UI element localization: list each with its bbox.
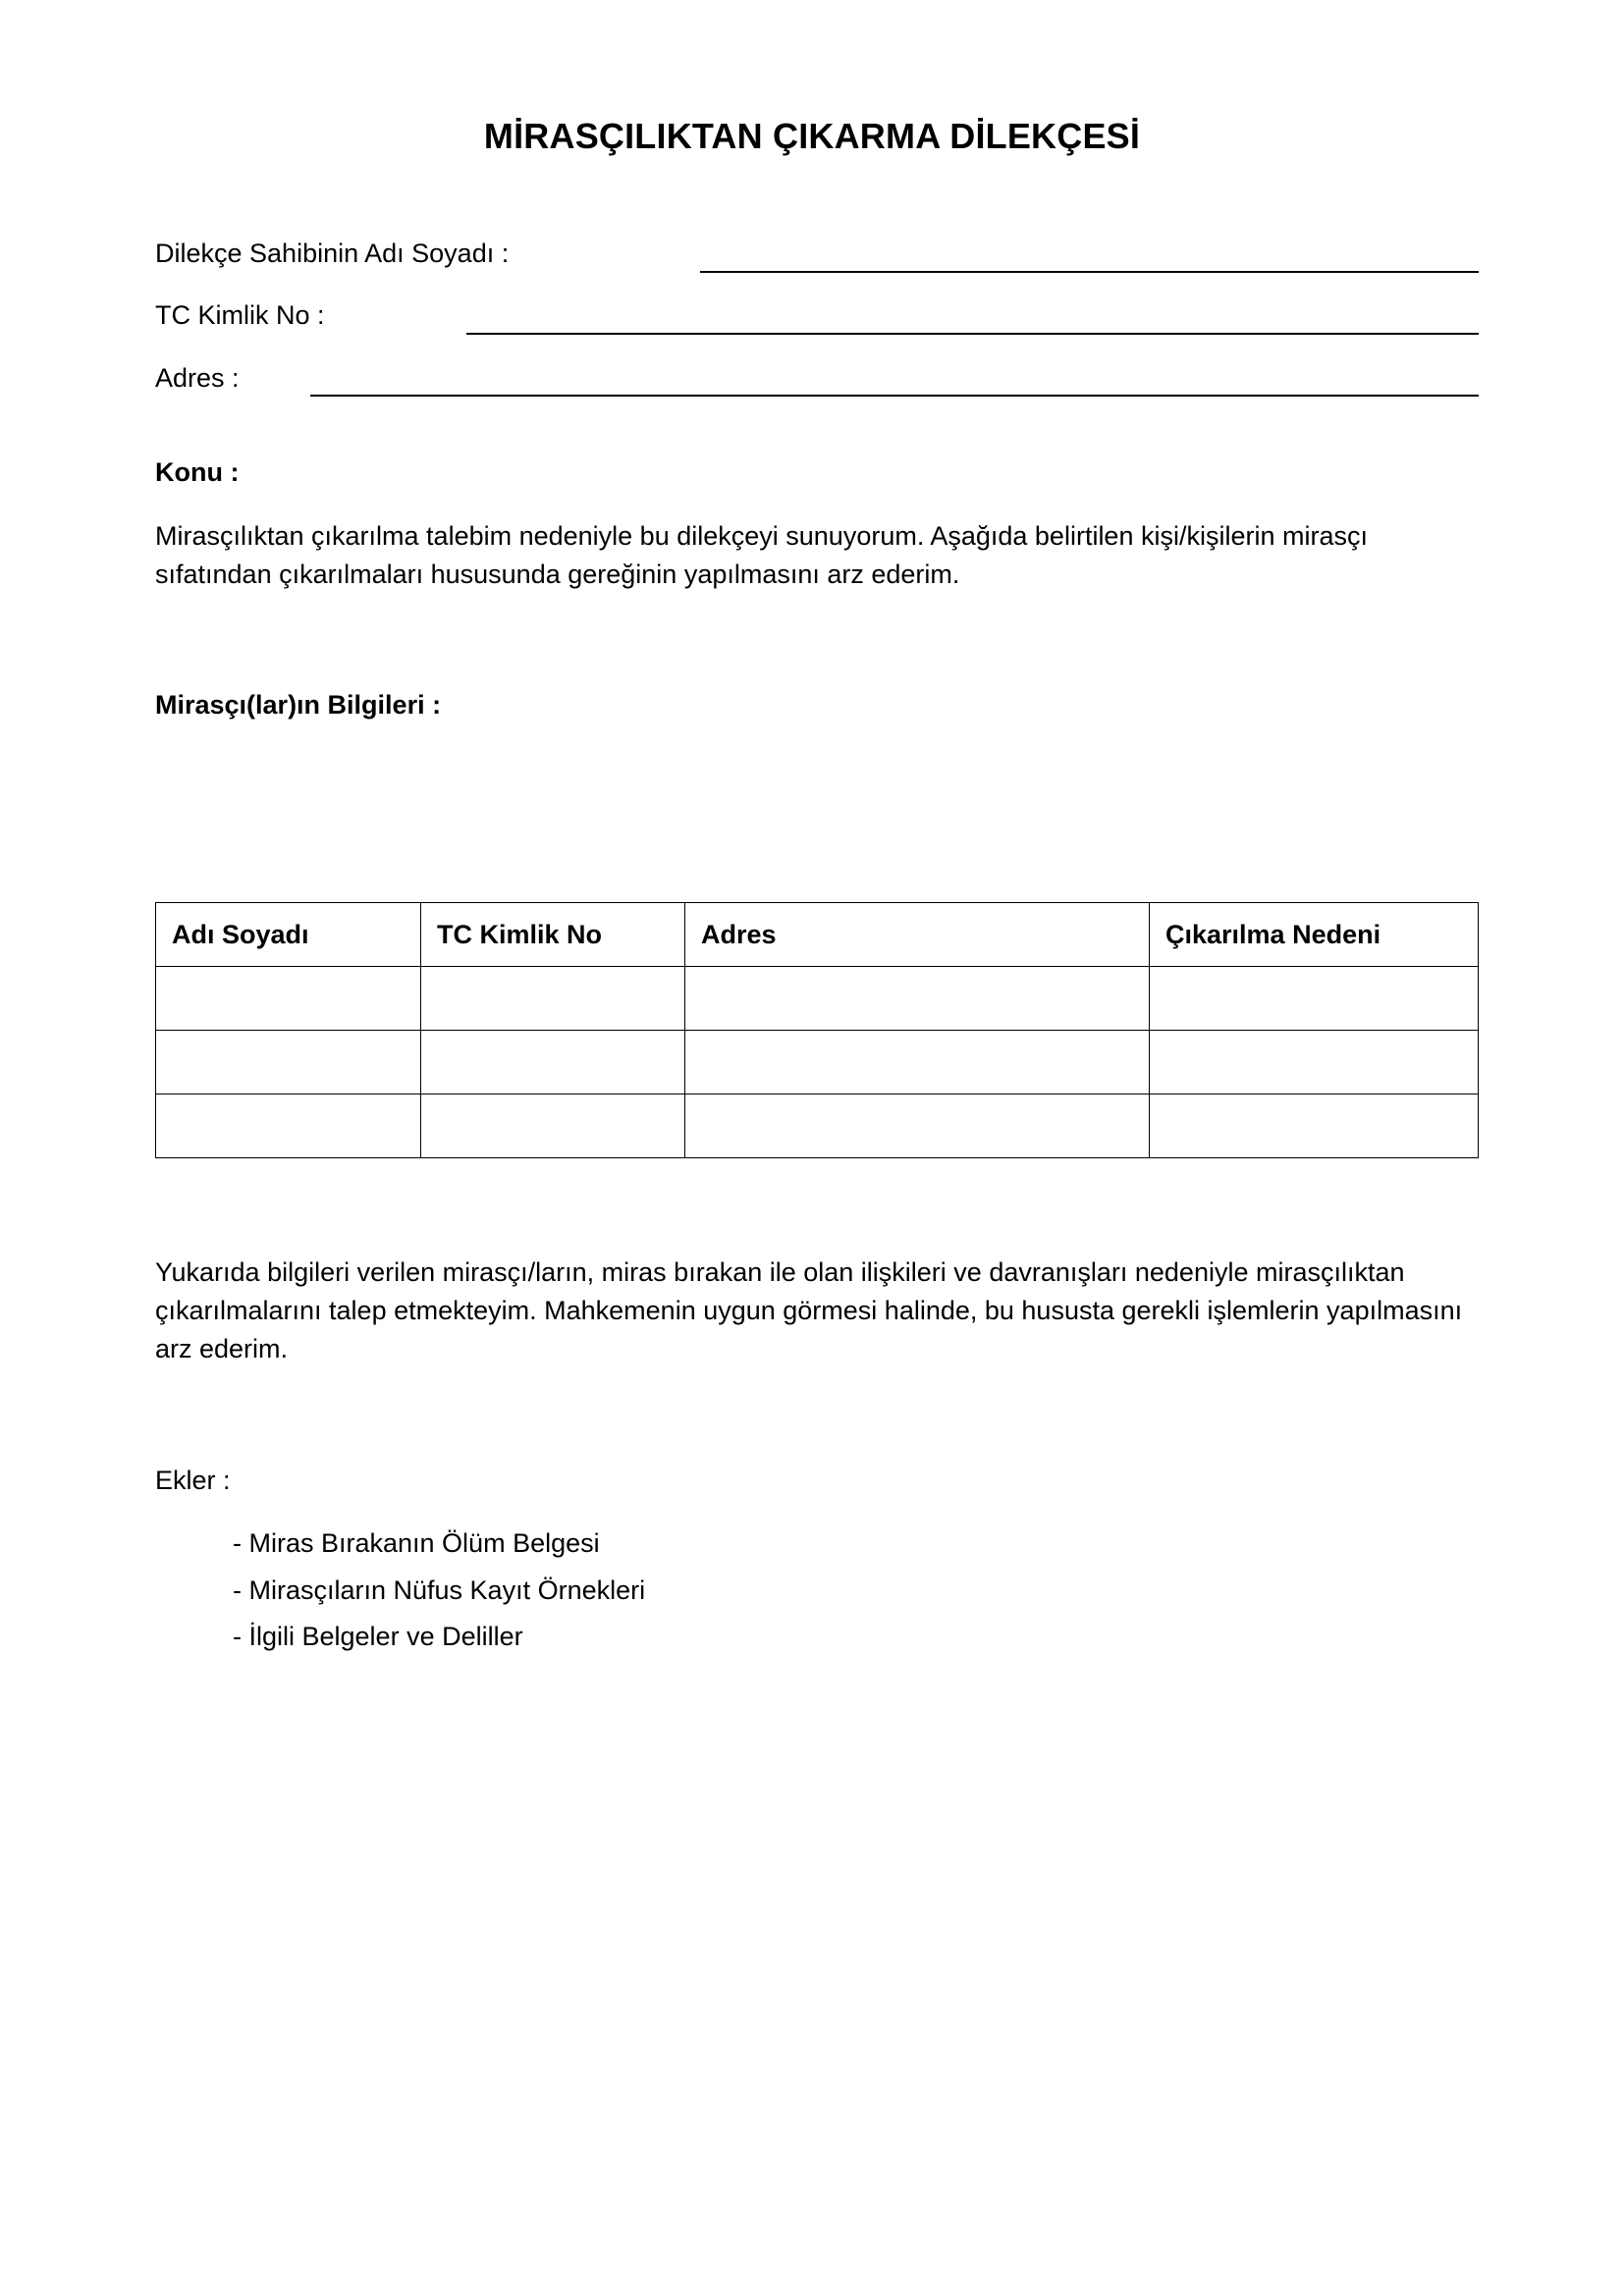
tc-number-line[interactable] (466, 333, 1479, 335)
table-cell[interactable] (1150, 1031, 1479, 1095)
table-cell[interactable] (685, 1095, 1150, 1158)
applicant-name-line[interactable] (700, 271, 1479, 273)
table-cell[interactable] (156, 967, 421, 1031)
heirs-table (155, 902, 1479, 1158)
table-cell[interactable] (421, 967, 685, 1031)
table-cell[interactable] (1150, 967, 1479, 1031)
table-cell[interactable] (156, 1031, 421, 1095)
attachments-label: Ekler : (155, 1466, 231, 1495)
table-header-row (156, 903, 1479, 967)
table-cell[interactable] (685, 967, 1150, 1031)
page-title: MİRASÇILIKTAN ÇIKARMA DİLEKÇESİ (483, 116, 1141, 156)
heirs-heading: Mirasçı(lar)ın Bilgileri : (155, 690, 442, 720)
table-cell[interactable] (156, 1095, 421, 1158)
column-header-address: Adres (685, 903, 1150, 967)
table-row (156, 1031, 1479, 1095)
table-cell[interactable] (685, 1031, 1150, 1095)
tc-number-label: TC Kimlik No : (155, 300, 325, 330)
subject-heading: Konu : (155, 457, 240, 487)
attachment-item: - Mirasçıların Nüfus Kayıt Örnekleri (233, 1575, 646, 1605)
attachment-item: - Miras Bırakanın Ölüm Belgesi (233, 1528, 600, 1558)
table-row (156, 1095, 1479, 1158)
column-header-name: Adı Soyadı (156, 903, 421, 967)
column-header-reason: Çıkarılma Nedeni (1150, 903, 1479, 967)
column-header-tc: TC Kimlik No (421, 903, 685, 967)
table-row (156, 967, 1479, 1031)
table-cell[interactable] (421, 1095, 685, 1158)
closing-text: Yukarıda bilgileri verilen mirasçı/ların, miras bırakan ile olan ilişkileri ve davranışları nedeniyle mirasçılıktan çıkarılmalarını talep etmekteyim. Mahkemenin uygun görmesi halinde, bu hususta gerekli işlemlerin yapılmasını arz ederim. (155, 1257, 1463, 1363)
applicant-name-label: Dilekçe Sahibinin Adı Soyadı : (155, 239, 510, 268)
table-cell[interactable] (421, 1031, 685, 1095)
attachment-item: - İlgili Belgeler ve Deliller (233, 1622, 523, 1651)
table-cell[interactable] (1150, 1095, 1479, 1158)
address-label: Adres : (155, 363, 240, 393)
address-line[interactable] (310, 395, 1479, 397)
subject-text: Mirasçılıktan çıkarılma talebim nedeniyle bu dilekçeyi sunuyorum. Aşağıda belirtilen kişi/kişilerin mirasçı sıfatından çıkarılmaları hususunda gereğinin yapılmasını arz ederim. (155, 521, 1368, 589)
